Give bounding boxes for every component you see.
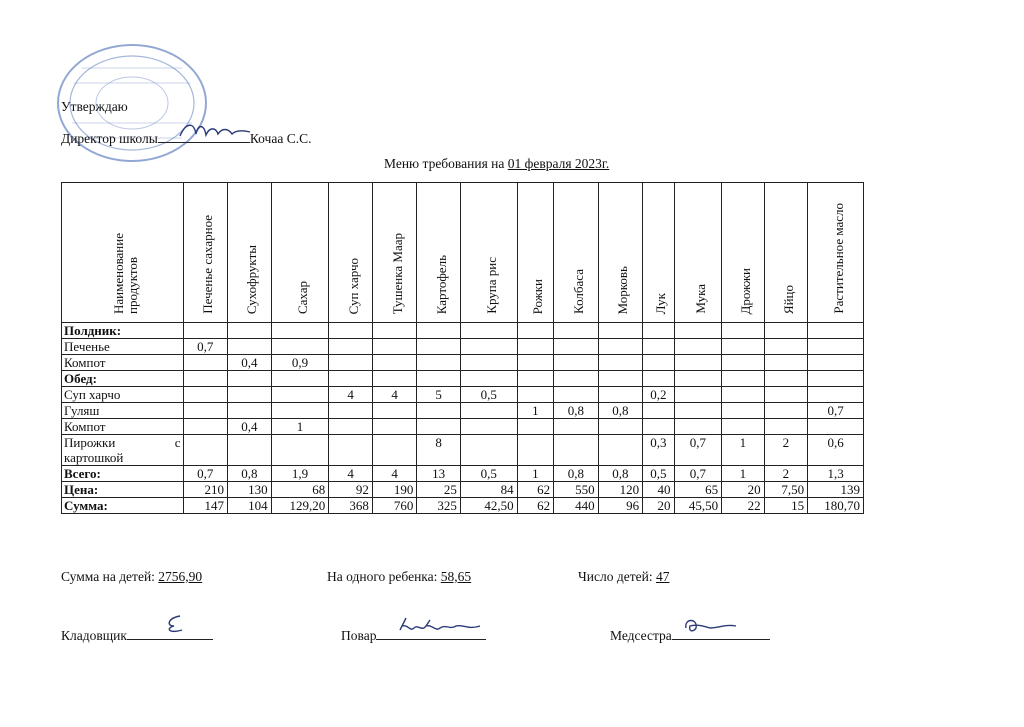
per-child-value: 58,65 [440,569,472,584]
table-cell: 84 [460,482,517,498]
table-cell: 96 [598,498,643,514]
table-cell: 760 [372,498,417,514]
table-cell [460,339,517,355]
menu-requirements-table [61,182,864,514]
table-cell [764,419,808,435]
table-cell [722,419,765,435]
children-count-label: Число детей: [578,569,656,584]
table-cell [674,419,722,435]
table-row [62,355,864,371]
cook-label: Повар [341,628,377,643]
table-cell [329,403,373,419]
table-cell: 1 [722,466,765,482]
table-cell: 4 [329,466,373,482]
table-cell: 147 [183,498,228,514]
table-cell [598,387,643,403]
table-cell: 130 [228,482,272,498]
table-cell [554,323,599,339]
table-cell [554,419,599,435]
table-cell: 1 [271,419,329,435]
table-cell: 92 [329,482,373,498]
table-row [62,482,864,498]
storekeeper-signature [160,612,190,636]
table-cell [808,371,864,387]
table-cell: 440 [554,498,599,514]
nurse-signature [680,614,740,636]
table-cell: 129,20 [271,498,329,514]
table-cell: 68 [271,482,329,498]
table-cell: 0,8 [598,466,643,482]
table-cell [764,339,808,355]
table-cell: 45,50 [674,498,722,514]
table-cell [598,435,643,466]
table-cell: 120 [598,482,643,498]
per-child-label: На одного ребенка: [327,569,441,584]
table-cell [183,387,228,403]
table-cell [329,339,373,355]
table-cell [674,339,722,355]
cook-signature [396,614,486,638]
children-count [578,569,669,585]
table-cell: 0,9 [271,355,329,371]
table-cell [271,387,329,403]
table-cell [554,387,599,403]
table-cell [460,355,517,371]
column-header: Картофель [417,183,461,323]
row-label: Сумма: [62,498,184,514]
table-row [62,498,864,514]
column-header: Лук [643,183,674,323]
table-cell [722,387,765,403]
approve-label: Утверждаю [61,99,128,114]
table-cell [228,387,272,403]
table-cell [228,435,272,466]
table-row [62,466,864,482]
table-cell: 0,7 [183,339,228,355]
table-cell: 22 [722,498,765,514]
table-header-row [62,183,864,323]
table-cell: 104 [228,498,272,514]
column-header: Сахар [271,183,329,323]
table-cell [271,371,329,387]
table-cell: 180,70 [808,498,864,514]
document-title [384,156,609,172]
table-cell [643,371,674,387]
table-cell [372,355,417,371]
table-cell [372,403,417,419]
table-row [62,323,864,339]
table-cell [674,371,722,387]
table-cell [417,323,461,339]
storekeeper-signature-block [61,627,213,644]
table-cell: 4 [372,466,417,482]
table-cell [808,355,864,371]
table-cell: 0,3 [643,435,674,466]
table-cell: 2 [764,435,808,466]
table-cell: 0,2 [643,387,674,403]
column-header: Печенье сахарное [183,183,228,323]
table-cell [808,419,864,435]
table-cell [183,323,228,339]
table-cell: 0,7 [674,466,722,482]
table-cell [808,387,864,403]
table-cell [460,403,517,419]
table-body [62,323,864,514]
table-cell [722,403,765,419]
column-header: Суп харчо [329,183,373,323]
column-header-products: Наименование продуктов [62,183,184,323]
row-label: Компот [62,419,184,435]
table-cell: 0,5 [643,466,674,482]
table-cell [329,371,373,387]
table-cell: 25 [417,482,461,498]
row-label: Печенье [62,339,184,355]
table-cell: 0,8 [554,403,599,419]
table-row [62,339,864,355]
table-cell [417,419,461,435]
table-cell [228,371,272,387]
table-cell [517,435,553,466]
table-cell [517,355,553,371]
row-label: Обед: [62,371,184,387]
table-cell: 190 [372,482,417,498]
table-cell [271,323,329,339]
children-sum-label: Сумма на детей: [61,569,159,584]
table-cell [460,435,517,466]
table-cell [183,355,228,371]
table-cell [460,323,517,339]
table-cell [417,403,461,419]
table-cell [554,339,599,355]
table-cell [598,323,643,339]
table-cell [228,339,272,355]
column-header: Яйцо [764,183,808,323]
table-cell [722,323,765,339]
table-cell: 65 [674,482,722,498]
table-cell [643,323,674,339]
table-cell [183,435,228,466]
table-cell [271,435,329,466]
table-row [62,419,864,435]
director-name: Кочаа С.С. [249,131,312,146]
row-label: Суп харчо [62,387,184,403]
title-prefix: Меню требования на [384,156,508,171]
table-cell [417,371,461,387]
table-cell [372,435,417,466]
column-header: Мука [674,183,722,323]
director-signature [176,118,256,144]
table-cell [554,355,599,371]
table-cell: 20 [643,498,674,514]
column-header: Сухофрукты [228,183,272,323]
table-cell: 62 [517,498,553,514]
table-cell: 0,4 [228,419,272,435]
table-cell: 40 [643,482,674,498]
table-cell: 5 [417,387,461,403]
table-cell [722,371,765,387]
table-cell [460,419,517,435]
table-cell: 62 [517,482,553,498]
table-cell: 368 [329,498,373,514]
table-row [62,435,864,466]
table-cell: 1,3 [808,466,864,482]
table-cell [271,339,329,355]
table-cell [674,323,722,339]
table-cell [598,339,643,355]
table-cell [271,403,329,419]
table-cell: 0,5 [460,466,517,482]
table-cell [722,339,765,355]
table-cell: 1 [517,466,553,482]
table-cell [643,403,674,419]
table-cell [329,323,373,339]
table-cell [460,371,517,387]
table-cell [722,355,765,371]
children-count-value: 47 [655,569,670,584]
table-cell [554,371,599,387]
row-label: Цена: [62,482,184,498]
table-cell [764,323,808,339]
row-label: Компот [62,355,184,371]
table-cell [228,323,272,339]
table-cell: 4 [372,387,417,403]
table-cell: 0,7 [674,435,722,466]
nurse-label: Медсестра [610,628,672,643]
table-cell [372,339,417,355]
table-cell: 20 [722,482,765,498]
table-cell: 1 [517,403,553,419]
column-header: Морковь [598,183,643,323]
table-cell [643,339,674,355]
table-cell [329,355,373,371]
table-cell [517,371,553,387]
table-cell [372,419,417,435]
table-cell [764,387,808,403]
table-cell [598,419,643,435]
table-cell [674,387,722,403]
table-row [62,387,864,403]
table-cell [417,355,461,371]
table-cell: 0,8 [554,466,599,482]
table-cell [674,403,722,419]
table-cell [674,355,722,371]
table-cell: 0,4 [228,355,272,371]
row-label: Пирожки с картошкой [62,435,184,466]
table-cell [183,419,228,435]
column-header: Растительное масло [808,183,864,323]
table-cell: 550 [554,482,599,498]
table-cell [183,403,228,419]
table-cell [808,339,864,355]
table-cell [517,323,553,339]
table-cell [372,371,417,387]
column-header: Рожки [517,183,553,323]
table-row [62,371,864,387]
table-cell [598,371,643,387]
column-header: Крупа рис [460,183,517,323]
column-header: Тушенка Маар [372,183,417,323]
children-sum-value: 2756,90 [158,569,203,584]
storekeeper-label: Кладовщик [61,628,127,643]
table-cell: 139 [808,482,864,498]
column-header: Дрожжи [722,183,765,323]
table-cell [517,387,553,403]
column-header: Колбаса [554,183,599,323]
title-date: 01 февраля 2023г. [507,156,610,171]
table-cell [764,403,808,419]
table-cell: 0,5 [460,387,517,403]
table-cell [764,355,808,371]
table-cell: 210 [183,482,228,498]
table-cell [598,355,643,371]
table-cell [329,419,373,435]
table-cell [643,355,674,371]
row-label: Гуляш [62,403,184,419]
table-cell: 4 [329,387,373,403]
table-cell [554,435,599,466]
table-cell: 1 [722,435,765,466]
table-cell: 13 [417,466,461,482]
table-cell: 2 [764,466,808,482]
per-child [327,569,471,585]
table-row [62,403,864,419]
table-cell [183,371,228,387]
table-cell [643,419,674,435]
children-sum [61,569,202,585]
table-cell: 0,6 [808,435,864,466]
table-cell [228,403,272,419]
table-cell: 0,8 [598,403,643,419]
director-label: Директор школы [61,131,158,146]
table-cell [517,339,553,355]
table-cell [764,371,808,387]
row-label: Полдник: [62,323,184,339]
table-cell: 0,7 [183,466,228,482]
table-cell: 0,8 [228,466,272,482]
table-cell: 8 [417,435,461,466]
table-cell: 325 [417,498,461,514]
table-cell [329,435,373,466]
table-cell: 15 [764,498,808,514]
table-cell: 1,9 [271,466,329,482]
table-cell: 7,50 [764,482,808,498]
table-cell [417,339,461,355]
table-cell [372,323,417,339]
table-cell [517,419,553,435]
row-label: Всего: [62,466,184,482]
table-cell: 0,7 [808,403,864,419]
table-cell [808,323,864,339]
table-cell: 42,50 [460,498,517,514]
